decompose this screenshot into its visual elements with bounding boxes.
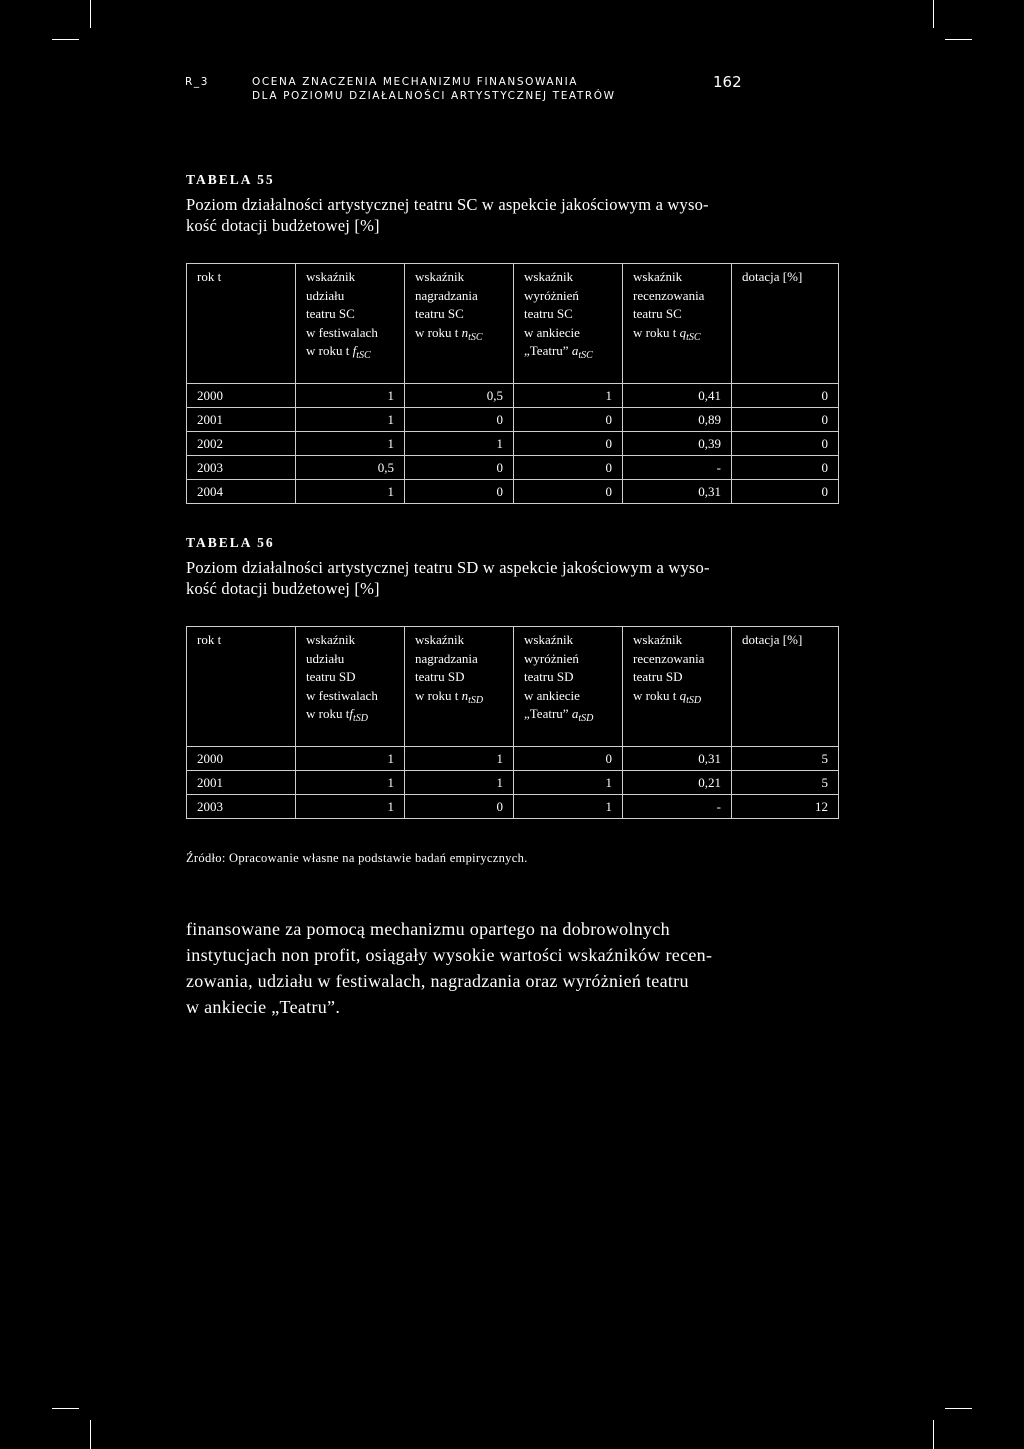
source-note: Źródło: Opracowanie własne na podstawie badań empirycznych. [186, 851, 528, 865]
crop-mark [945, 39, 972, 40]
table-cell: - [623, 456, 732, 480]
table-cell: 0,5 [405, 384, 514, 408]
table-row [187, 384, 839, 408]
table-cell: 12 [732, 795, 839, 819]
table55-label: TABELA 55 [186, 172, 275, 187]
table-cell: 1 [405, 432, 514, 456]
table-row [187, 432, 839, 456]
body-line: finansowane za pomocą mechanizmu opartego na dobrowolnych [186, 919, 670, 939]
table56-header-distinctions: wskaźnik wyróżnień teatru SD w ankiecie „Teatru” $a_{tSD}$ [514, 627, 623, 747]
table-row [187, 480, 839, 504]
table-cell: 0,41 [623, 384, 732, 408]
crop-mark [933, 1420, 934, 1449]
table-cell: 0 [732, 432, 839, 456]
body-line: zowania, udziału w festiwalach, nagradzania oraz wyróżnień teatru [186, 971, 689, 991]
table-cell: 2001 [187, 771, 296, 795]
table-cell: 2003 [187, 456, 296, 480]
table-cell: 1 [296, 408, 405, 432]
table-row [187, 795, 839, 819]
table-cell: 1 [514, 771, 623, 795]
table-cell: 1 [405, 771, 514, 795]
table56 [186, 626, 839, 819]
section-id: R_3 [185, 76, 210, 88]
table56-header-year: rok t [187, 627, 296, 747]
table56-header-reviews: wskaźnik recenzowania teatru SD w roku t $q_{tSD}$ [623, 627, 732, 747]
table-cell: 0 [732, 384, 839, 408]
table-cell: 2004 [187, 480, 296, 504]
crop-mark [52, 1408, 79, 1409]
table-cell: 0,21 [623, 771, 732, 795]
table56-header-row [187, 627, 839, 747]
table56-header-subsidy: dotacja [%] [732, 627, 839, 747]
table-cell: 0,5 [296, 456, 405, 480]
table-cell: 2002 [187, 432, 296, 456]
table-cell: 1 [296, 384, 405, 408]
table-row [187, 771, 839, 795]
table-cell: 2001 [187, 408, 296, 432]
crop-mark [52, 39, 79, 40]
table-cell: 0 [732, 480, 839, 504]
table55-caption-line1: Poziom działalności artystycznej teatru SC w aspekcie jakościowym a wyso- [186, 195, 709, 214]
table-cell: 0 [405, 456, 514, 480]
table56-caption-line2: kość dotacji budżetowej [%] [186, 579, 380, 598]
running-title-line2: DLA POZIOMU DZIAŁALNOŚCI ARTYSTYCZNEJ TEATRÓW [252, 90, 616, 102]
table55-header-awards: wskaźnik nagradzania teatru SC w roku t $n_{tSC}$ [405, 264, 514, 384]
table-row [187, 456, 839, 480]
table-cell: 2000 [187, 384, 296, 408]
table55-header-reviews: wskaźnik recenzowania teatru SC w roku t $q_{tSC}$ [623, 264, 732, 384]
table-cell: 0 [514, 480, 623, 504]
table-cell: 0,31 [623, 747, 732, 771]
table-cell: 0 [514, 456, 623, 480]
table55-header-distinctions: wskaźnik wyróżnień teatru SC w ankiecie „Teatru” $a_{tSC}$ [514, 264, 623, 384]
table-cell: 1 [296, 432, 405, 456]
table55-caption [186, 194, 766, 236]
table-cell: 0,89 [623, 408, 732, 432]
table-row [187, 747, 839, 771]
table-cell: 1 [296, 795, 405, 819]
running-title-line1: OCENA ZNACZENIA MECHANIZMU FINANSOWANIA [252, 76, 579, 88]
table-cell: 1 [514, 384, 623, 408]
crop-mark [90, 0, 91, 28]
crop-mark [945, 1408, 972, 1409]
table-cell: 5 [732, 771, 839, 795]
table-cell: 1 [296, 771, 405, 795]
crop-mark [90, 1420, 91, 1449]
table55-header-year: rok t [187, 264, 296, 384]
table-cell: 0 [405, 408, 514, 432]
table-cell: 0,31 [623, 480, 732, 504]
table55-header-row [187, 264, 839, 384]
table-cell: 1 [405, 747, 514, 771]
table-cell: 0 [405, 480, 514, 504]
table55-header-subsidy: dotacja [%] [732, 264, 839, 384]
table-row [187, 408, 839, 432]
table56-label: TABELA 56 [186, 535, 275, 550]
table-cell: 1 [296, 747, 405, 771]
table-cell: 1 [296, 480, 405, 504]
table-cell: 2003 [187, 795, 296, 819]
table56-caption-line1: Poziom działalności artystycznej teatru SD w aspekcie jakościowym a wyso- [186, 558, 710, 577]
body-line: w ankiecie „Teatru”. [186, 997, 341, 1017]
table-cell: 0,39 [623, 432, 732, 456]
table56-caption [186, 557, 766, 599]
table-cell: 1 [514, 795, 623, 819]
table-cell: - [623, 795, 732, 819]
table-cell: 0 [405, 795, 514, 819]
body-line: instytucjach non profit, osiągały wysokie wartości wskaźników recen- [186, 945, 713, 965]
table-cell: 2000 [187, 747, 296, 771]
table-cell: 0 [514, 747, 623, 771]
table-cell: 0 [732, 456, 839, 480]
table55-caption-line2: kość dotacji budżetowej [%] [186, 216, 380, 235]
page-number: 162 [713, 73, 742, 91]
table55 [186, 263, 839, 504]
table-cell: 0 [514, 432, 623, 456]
table-cell: 0 [514, 408, 623, 432]
table56-header-festivals: wskaźnik udziału teatru SD w festiwalach w roku $tf_{tSD}$ [296, 627, 405, 747]
table55-header-festivals: wskaźnik udziału teatru SC w festiwalach w roku t $f_{tSC}$ [296, 264, 405, 384]
body-paragraph [186, 916, 766, 1020]
crop-mark [933, 0, 934, 28]
table-cell: 5 [732, 747, 839, 771]
table-cell: 0 [732, 408, 839, 432]
table56-header-awards: wskaźnik nagradzania teatru SD w roku t $n_{tSD}$ [405, 627, 514, 747]
